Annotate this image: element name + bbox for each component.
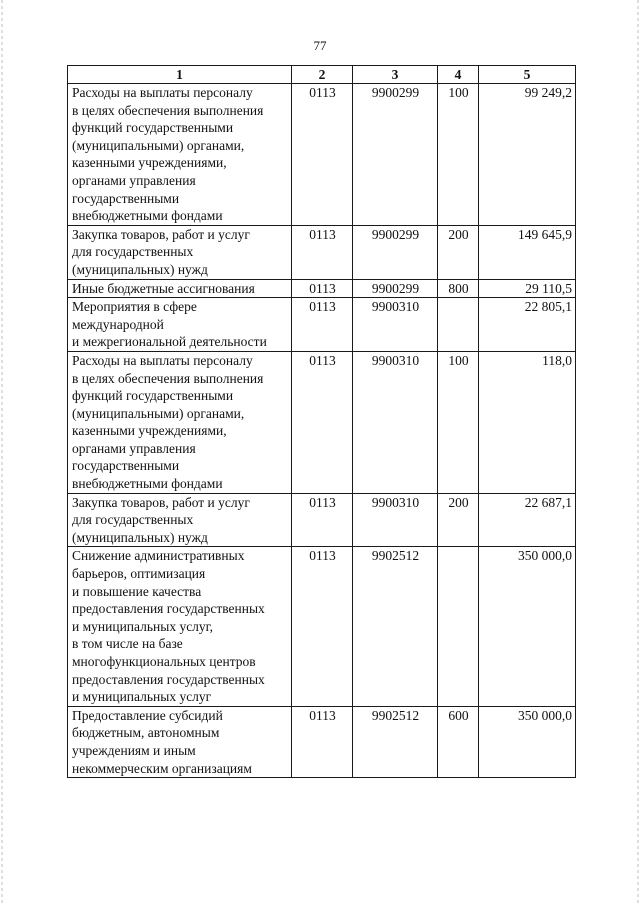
expense-name-line: для государственных [72, 244, 194, 260]
expense-name-line: в целях обеспечения выполнения [72, 370, 264, 386]
expense-type-code: 100 [438, 84, 479, 226]
expense-name [68, 298, 292, 352]
section-code: 0113 [292, 225, 353, 279]
header-col-2: 2 [292, 66, 353, 84]
expense-name-line: Расходы на выплаты персоналу [72, 85, 253, 100]
amount: 350 000,0 [479, 547, 576, 706]
scan-edge-left [1, 0, 3, 905]
section-code: 0113 [292, 547, 353, 706]
budget-table [67, 65, 576, 778]
expense-name-line: государственными [72, 458, 180, 474]
header-col-4: 4 [438, 66, 479, 84]
expense-name-line: Иные бюджетные ассигнования [72, 280, 255, 296]
expense-name-line: Снижение административных [72, 548, 245, 564]
expense-type-code: 600 [438, 706, 479, 777]
expense-name-line: органами управления [72, 172, 196, 188]
page-number: 77 [313, 38, 327, 53]
amount: 118,0 [479, 351, 576, 493]
scan-edge-right [637, 0, 639, 905]
expense-name-line: Мероприятия в сфере [72, 299, 197, 315]
expense-name-line: и муниципальных услуг, [72, 618, 214, 634]
expense-name-line: в том числе на базе [72, 636, 183, 652]
expense-name-line: (муниципальных) нужд [72, 529, 208, 545]
expense-name-line: некоммерческим организациям [72, 760, 252, 776]
expense-name-line: казенными учреждениями, [72, 155, 227, 171]
table-row [68, 351, 576, 493]
expense-name [68, 351, 292, 493]
expense-name-line: и повышение качества [72, 583, 202, 599]
target-article-code: 9902512 [353, 706, 438, 777]
expense-name-line: Закупка товаров, работ и услуг [72, 226, 250, 242]
expense-name-line: внебюджетными фондами [72, 208, 223, 224]
table-row [68, 493, 576, 547]
target-article-code: 9900310 [353, 298, 438, 352]
table-row [68, 706, 576, 777]
expense-type-code: 200 [438, 225, 479, 279]
header-col-1: 1 [68, 66, 292, 84]
expense-name-line: функций государственными [72, 120, 234, 136]
expense-name-line: Предоставление субсидий [72, 707, 223, 723]
header-col-3: 3 [353, 66, 438, 84]
expense-name-line: многофункциональных центров [72, 654, 256, 669]
expense-name-line: внебюджетными фондами [72, 476, 223, 492]
expense-type-code: 100 [438, 351, 479, 493]
expense-name-line: (муниципальных) нужд [72, 261, 208, 277]
expense-name-line: государственными [72, 190, 180, 206]
expense-name [68, 84, 292, 226]
target-article-code: 9902512 [353, 547, 438, 706]
expense-type-code: 800 [438, 279, 479, 298]
table-row [68, 279, 576, 298]
expense-name-line: Закупка товаров, работ и услуг [72, 494, 250, 510]
amount: 22 805,1 [479, 298, 576, 352]
target-article-code: 9900299 [353, 279, 438, 298]
target-article-code: 9900299 [353, 84, 438, 226]
target-article-code: 9900299 [353, 225, 438, 279]
amount: 22 687,1 [479, 493, 576, 547]
expense-name [68, 279, 292, 298]
expense-type-code [438, 298, 479, 352]
section-code: 0113 [292, 84, 353, 226]
amount: 99 249,2 [479, 84, 576, 226]
expense-name-line: (муниципальными) органами, [72, 137, 245, 153]
expense-name [68, 547, 292, 706]
table-row [68, 84, 576, 226]
table-row [68, 225, 576, 279]
table-row [68, 298, 576, 352]
expense-name-line: Расходы на выплаты персоналу [72, 352, 253, 368]
header-row [68, 66, 576, 84]
expense-name-line: учреждениям и иным [72, 742, 196, 758]
expense-name-line: в целях обеспечения выполнения [72, 102, 264, 118]
expense-name-line: предоставления государственных [72, 601, 265, 617]
table-body [68, 84, 576, 778]
amount: 29 110,5 [479, 279, 576, 298]
expense-name-line: международной [72, 316, 164, 332]
section-code: 0113 [292, 706, 353, 777]
amount: 350 000,0 [479, 706, 576, 777]
expense-name-line: предоставления государственных [72, 671, 265, 687]
expense-name [68, 706, 292, 777]
header-col-5: 5 [479, 66, 576, 84]
expense-name-line: барьеров, оптимизация [72, 566, 206, 582]
expense-name [68, 493, 292, 547]
section-code: 0113 [292, 279, 353, 298]
section-code: 0113 [292, 493, 353, 547]
target-article-code: 9900310 [353, 351, 438, 493]
expense-name-line: казенными учреждениями, [72, 423, 227, 439]
expense-name-line: функций государственными [72, 388, 234, 404]
table-row [68, 547, 576, 706]
expense-name-line: органами управления [72, 440, 196, 456]
target-article-code: 9900310 [353, 493, 438, 547]
expense-name-line: бюджетным, автономным [72, 725, 220, 741]
amount: 149 645,9 [479, 225, 576, 279]
expense-type-code: 200 [438, 493, 479, 547]
expense-name-line: (муниципальными) органами, [72, 405, 245, 421]
expense-type-code [438, 547, 479, 706]
section-code: 0113 [292, 351, 353, 493]
expense-name-line: для государственных [72, 512, 194, 528]
section-code: 0113 [292, 298, 353, 352]
expense-name-line: и муниципальных услуг [72, 689, 212, 705]
expense-name [68, 225, 292, 279]
expense-name-line: и межрегиональной деятельности [72, 334, 267, 350]
